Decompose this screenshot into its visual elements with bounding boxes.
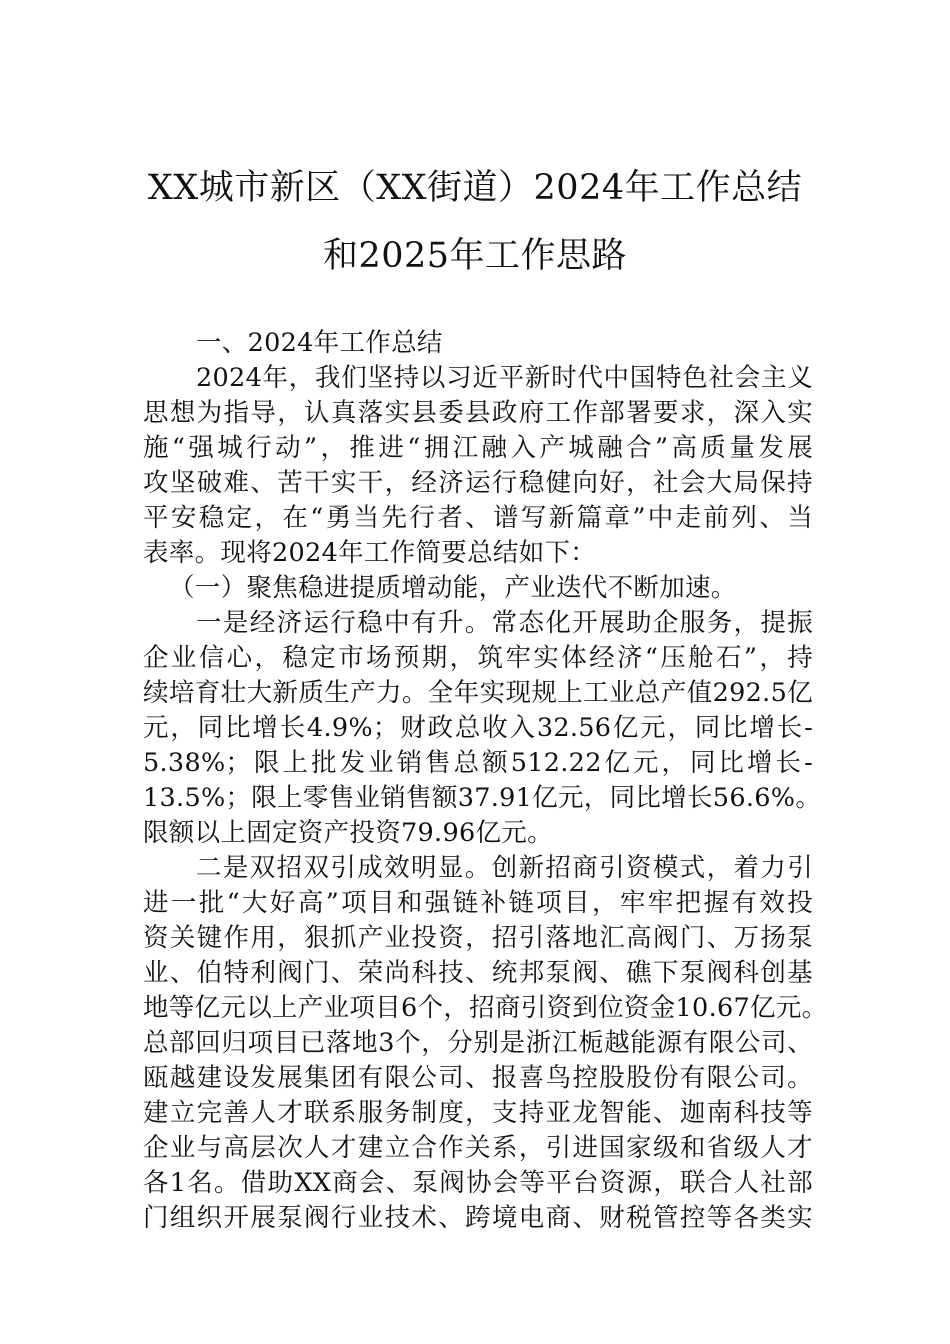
- body-text-line: 元，同比增长4.9%；财政总收入32.56亿元，同比增长-: [143, 713, 813, 743]
- body-text-line: 2024年，我们坚持以习近平新时代中国特色社会主义: [196, 363, 813, 393]
- body-text-line: 13.5%；限上零售业销售额37.91亿元，同比增长56.6%。: [143, 783, 822, 813]
- body-text-line: 门组织开展泵阀行业技术、跨境电商、财税管控等各类实: [143, 1203, 813, 1233]
- body-text-line: 资关键作用，狠抓产业投资，招引落地汇高阀门、万扬泵: [143, 923, 813, 953]
- body-text-line: 二是双招双引成效明显。创新招商引资模式，着力引: [196, 853, 813, 883]
- body-text-line: 思想为指导，认真落实县委县政府工作部署要求，深入实: [143, 398, 813, 428]
- body-text-line: 各1名。借助XX商会、泵阀协会等平台资源，联合人社部: [143, 1168, 813, 1198]
- body-text-line: （一）聚焦稳进提质增动能，产业迭代不断加速。: [169, 573, 737, 603]
- body-text-line: 进一批“大好高”项目和强链补链项目，牢牢把握有效投: [143, 888, 813, 918]
- body-text-line: 攻坚破难、苦干实干，经济运行稳健向好，社会大局保持: [143, 468, 813, 498]
- document-title-line-1: XX城市新区（XX街道）2024年工作总结: [147, 168, 803, 208]
- body-text-line: 平安稳定，在“勇当先行者、谱写新篇章”中走前列、当: [143, 503, 813, 533]
- document-body: [143, 326, 828, 1236]
- body-text-line: 瓯越建设发展集团有限公司、报喜鸟控股股份有限公司。: [143, 1063, 813, 1093]
- body-text-line: 企业与高层次人才建立合作关系，引进国家级和省级人才: [143, 1133, 813, 1163]
- body-text-line: 施“强城行动”，推进“拥江融入产城融合”高质量发展: [143, 433, 813, 463]
- body-text-line: 企业信心，稳定市场预期，筑牢实体经济“压舱石”，持: [143, 643, 813, 673]
- body-text-line: 地等亿元以上产业项目6个，招商引资到位资金10.67亿元。: [143, 993, 828, 1023]
- body-text-line: 5.38%；限上批发业销售总额512.22亿元，同比增长-: [143, 748, 813, 778]
- body-text-line: 一、2024年工作总结: [196, 328, 443, 358]
- document-title-line-2: 和2025年工作思路: [322, 236, 628, 276]
- body-text-line: 业、伯特利阀门、荣尚科技、统邦泵阀、礁下泵阀科创基: [143, 958, 813, 988]
- body-text-line: 建立完善人才联系服务制度，支持亚龙智能、迦南科技等: [143, 1098, 813, 1128]
- body-text-line: 续培育壮大新质生产力。全年实现规上工业总产值292.5亿: [143, 678, 813, 708]
- body-text-line: 表率。现将2024年工作简要总结如下：: [143, 538, 597, 568]
- body-text-line: 总部回归项目已落地3个，分别是浙江栀越能源有限公司、: [143, 1028, 813, 1058]
- body-text-line: 一是经济运行稳中有升。常态化开展助企服务，提振: [196, 608, 813, 638]
- body-text-line: 限额以上固定资产投资79.96亿元。: [143, 818, 553, 848]
